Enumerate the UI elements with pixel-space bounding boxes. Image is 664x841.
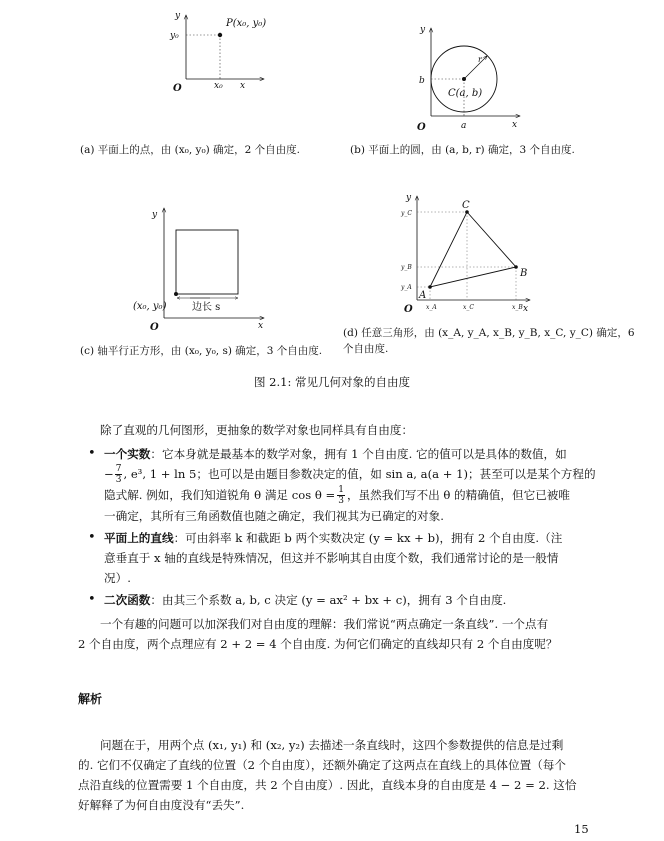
bullet-2-line1: ：可由斜率 k 和截距 b 两个实数决定 (y = kx + b)，拥有 2 个自由度.（注 bbox=[173, 531, 563, 545]
fig-c-label-o: O bbox=[150, 322, 159, 333]
fig-a-point-p bbox=[218, 33, 222, 37]
fig-d-label-x: x bbox=[523, 304, 529, 314]
bullet-1-minus: − bbox=[104, 467, 114, 481]
bullet-2-head: 平面上的直线 bbox=[104, 531, 174, 545]
fig-c-side-label: 边长 s bbox=[192, 302, 221, 313]
list-item-quadratic bbox=[88, 590, 600, 610]
bullet-1-frac-den: 3 bbox=[115, 474, 122, 485]
bullet-1-frac2-den: 3 bbox=[338, 495, 344, 506]
fig-d-label-c: C bbox=[462, 200, 470, 211]
fig-b-radius-label: r bbox=[478, 55, 482, 64]
fig-b-radius bbox=[464, 56, 487, 79]
bullet-1-line3-post: ，虽然我们写不出 θ 的精确值，但它已被唯 bbox=[346, 488, 570, 502]
solution-heading: 解析 bbox=[78, 692, 103, 706]
caption-b: (b) 平面上的圆，由 (a, b, r) 确定，3 个自由度. bbox=[350, 144, 575, 156]
caption-d-line2: 个自由度. bbox=[343, 343, 389, 355]
fig-c-corner-label: (x₀, y₀) bbox=[133, 301, 167, 312]
fig-b-label-y: y bbox=[420, 25, 426, 35]
caption-a: (a) 平面上的点，由 (x₀, y₀) 确定，2 个自由度. bbox=[80, 144, 300, 156]
solution-line3: 点沿直线的位置需要 1 个自由度，共 2 个自由度）. 因此，直线本身的自由度是 4 − 2 = 2. 这恰 bbox=[78, 778, 577, 792]
bullet-3-head: 二次函数 bbox=[104, 593, 151, 607]
caption-d-line1: (d) 任意三角形，由 (x_A, y_A, x_B, y_B, x_C, y_C) 确定，6 bbox=[343, 327, 635, 339]
fig-d-label-o: O bbox=[404, 304, 413, 315]
fig-d-point-b bbox=[514, 265, 518, 269]
fig-d-label-y: y bbox=[406, 193, 412, 203]
fig-d-tick-ya: y_A bbox=[401, 284, 412, 291]
bullet-1-frac2-num: 1 bbox=[338, 484, 344, 495]
fig-d-tick-yb: y_B bbox=[401, 264, 412, 271]
fig-d-triangle bbox=[430, 212, 516, 287]
fig-d-label-a: A bbox=[419, 290, 427, 301]
bullet-1-line4: 一确定，其所有三角函数值也随之确定，我们视其为已确定的对象. bbox=[104, 509, 444, 523]
bullet-1-line1: ：它本身就是最基本的数学对象，拥有 1 个自由度. 它的值可以是具体的数值，如 bbox=[150, 447, 567, 461]
fig-c-square bbox=[176, 230, 238, 294]
fig-a-tick-y: y₀ bbox=[170, 31, 179, 41]
fig-b-label-x: x bbox=[512, 120, 518, 130]
bullet-1-line3-pre: 隐式解. 例如，我们知道锐角 θ 满足 cos θ = bbox=[104, 488, 336, 502]
bullet-1-fraction-2 bbox=[337, 485, 345, 506]
fig-c-corner-point bbox=[174, 292, 178, 296]
fig-b-center-point bbox=[462, 77, 466, 81]
fig-d-tick-xa: x_A bbox=[426, 304, 437, 311]
solution-line1: 问题在于，用两个点 (x₁, y₁) 和 (x₂, y₂) 去描述一条直线时，这四个参数提供的信息是过剩 bbox=[100, 738, 564, 752]
intro-paragraph: 除了直观的几何图形，更抽象的数学对象也同样具有自由度： bbox=[100, 423, 414, 437]
degree-of-freedom-list bbox=[88, 444, 600, 610]
bullet-1-frac-num: 7 bbox=[115, 463, 122, 474]
solution-line4: 好解释了为何自由度没有“丢失”. bbox=[78, 798, 245, 812]
fig-d-tick-yc: y_C bbox=[401, 210, 412, 217]
fig-c-label-y: y bbox=[152, 210, 158, 220]
fig-b-tick-x: a bbox=[461, 121, 467, 131]
figure-title: 图 2.1: 常见几何对象的自由度 bbox=[254, 375, 410, 389]
fig-a-label-x: x bbox=[240, 81, 246, 91]
bullet-1-head: 一个实数 bbox=[104, 447, 151, 461]
fig-a-label-o: O bbox=[173, 83, 182, 94]
fig-b-center-label: C(a, b) bbox=[448, 88, 483, 99]
bullet-1-line2: , e³, 1 + ln 5；也可以是由题目参数决定的值，如 sin a, a(a + 1)；甚至可以是某个方程的 bbox=[123, 467, 596, 481]
fig-d-label-b: B bbox=[520, 268, 528, 279]
fig-a-tick-x: x₀ bbox=[214, 81, 223, 91]
paragraph-2-line1: 一个有趣的问题可以加深我们对自由度的理解：我们常说“两点确定一条直线”. 一个点有 bbox=[100, 617, 549, 631]
fig-a-label-y: y bbox=[175, 11, 181, 21]
solution-line2: 的. 它们不仅确定了直线的位置（2 个自由度），还额外确定了这两点在直线上的具体位置（每个 bbox=[78, 758, 566, 772]
fig-c-label-x: x bbox=[258, 321, 264, 331]
fig-d-tick-xc: x_C bbox=[463, 304, 474, 311]
fig-b-tick-y: b bbox=[419, 76, 425, 86]
fig-d-tick-xb: x_B bbox=[512, 304, 523, 311]
fig-a-point-label: P(x₀, y₀) bbox=[226, 18, 267, 29]
caption-c: (c) 轴平行正方形，由 (x₀, y₀, s) 确定，3 个自由度. bbox=[80, 345, 323, 357]
bullet-3-line1: ：由其三个系数 a, b, c 决定 (y = ax² + bx + c)，拥有 3 个自由度. bbox=[150, 593, 507, 607]
list-item-line bbox=[88, 528, 600, 588]
list-item-real-number bbox=[88, 444, 600, 526]
bullet-2-line3: 况）. bbox=[104, 571, 131, 585]
paragraph-2-line2: 2 个自由度，两个点理应有 2 + 2 = 4 个自由度. 为何它们确定的直线却只有 2 个自由度呢？ bbox=[78, 637, 558, 651]
fig-b-label-o: O bbox=[417, 122, 426, 133]
fig-d-point-a bbox=[428, 285, 432, 289]
bullet-2-line2: 意垂直于 x 轴的直线是特殊情况，但这并不影响其自由度个数，我们通常讨论的是一般情 bbox=[104, 551, 559, 565]
bullet-1-fraction bbox=[115, 464, 123, 485]
page-number: 15 bbox=[574, 822, 589, 836]
